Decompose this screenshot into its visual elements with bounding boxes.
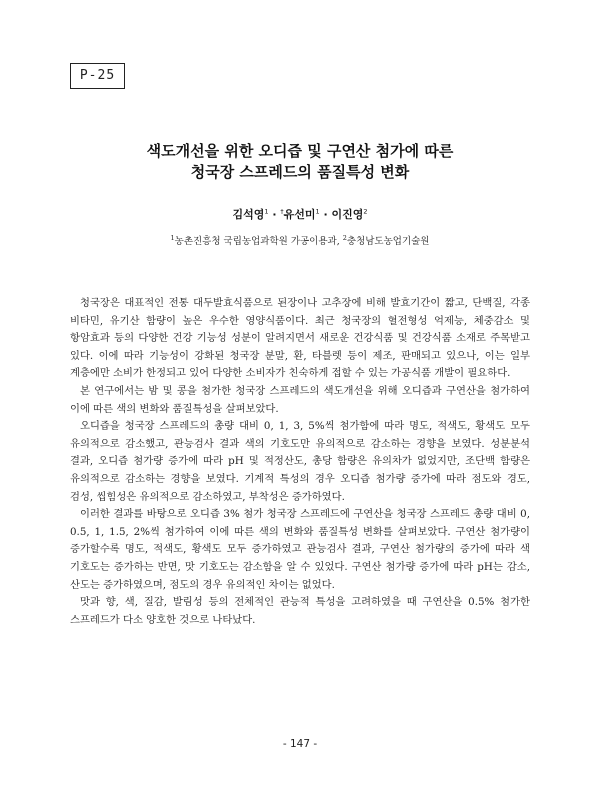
abstract-paragraph-5: 맛과 향, 색, 질감, 발림성 등의 전체적인 관능적 특성을 고려하였을 때 구연산을 0.5% 첨가한 스프레드가 다소 양호한 것으로 나타났다. [70, 596, 530, 626]
paper-title-line-1: 색도개선을 위한 오디즙 및 구연산 첨가에 따른 [146, 142, 454, 160]
corresponding-author-mark: † [280, 207, 284, 216]
abstract-paragraph-1: 청국장은 대표적인 전통 대두발효식품으로 된장이나 고추장에 비해 발효기간이 짧고, 단백질, 각종 비타민, 유기산 함량이 높은 우수한 영양식품이다. 최근 청국장의 혈전형성 억제능, 체중감소 및 항암효과 등의 다양한 건강 기능성 성분이 알려지면서 새로운 건강식품 및 건강식품 소재로 주목받고 있다. 이에 따라 기능성이 강화된 청국장 분말, 환, 타블렛 등이 제조, 판매되고 있으나, 이는 일부 계층에만 소비가 한정되고 있어 다양한 소비자가 친숙하게 접할 수 있는 가공식품 개발이 필요하다. [70, 297, 530, 380]
author-list [60, 206, 540, 222]
affiliation-mark: 2 [342, 233, 347, 242]
affiliation-2: 충청남도농업기술원 [346, 236, 430, 247]
author-separator: · [268, 208, 281, 221]
affiliation-mark: 1 [170, 233, 175, 242]
author-separator: · [319, 208, 332, 221]
affiliations [60, 233, 540, 247]
poster-code-badge: P-25 [70, 63, 125, 89]
abstract-paragraph-2: 본 연구에서는 밤 및 콩을 첨가한 청국장 스프레드의 색도개선을 위해 오디즙과 구연산을 첨가하여 이에 따른 색의 변화와 품질특성을 살펴보았다. [70, 384, 530, 415]
author-3 [331, 208, 367, 221]
page-number: - 147 - [282, 738, 318, 750]
author-affiliation-mark: 1 [315, 207, 320, 216]
author-1 [232, 208, 268, 221]
abstract-paragraph-3: 오디즙을 청국장 스프레드의 총량 대비 0, 1, 3, 5%씩 첨가함에 따라 명도, 적색도, 황색도 모두 유의적으로 감소했고, 관능검사 결과 색의 기호도만 유의적으로 감소하는 경향을 보였다. 성분분석 결과, 오디즙 첨가량 증가에 따라 pH 및 적정산도, 총당 함량은 유의차가 없었지만, 조단백 함량은 유의적으로 감소하는 경향을 보였다. 기계적 특성의 경우 오디즙 첨가량 증가에 따라 점도와 경도, 검성, 씹힘성은 유의적으로 감소하였고, 부착성은 증가하였다. [70, 420, 530, 503]
author-2 [280, 208, 319, 221]
author-affiliation-mark: 2 [363, 207, 368, 216]
affiliation-1: 농촌진흥청 국립농업과학원 가공이용과, [174, 236, 343, 247]
abstract-body [70, 295, 530, 629]
author-affiliation-mark: 1 [264, 207, 269, 216]
abstract-paragraph-4: 이러한 결과를 바탕으로 오디즙 3% 첨가 청국장 스프레드에 구연산을 청국장 스프레드 총량 대비 0, 0.5, 1, 1.5, 2%씩 첨가하여 이에 따른 색의 변화와 품질특성 변화를 살펴보았다. 구연산 첨가량이 증가할수록 명도, 적색도, 황색도 모두 증가하였고 관능검사 결과, 구연산 첨가량의 증가에 따라 색 기호도는 증가하는 반면, 맛 기호도는 감소함을 알 수 있었다. 구연산 첨가량 증가에 따라 pH는 감소, 산도는 증가하였으며, 점도의 경우 유의적인 차이는 없었다. [70, 508, 530, 591]
author-name: 이진영 [331, 208, 364, 221]
author-name: 유선미 [283, 208, 316, 221]
paper-title-line-2: 청국장 스프레드의 품질특성 변화 [190, 163, 410, 181]
author-name: 김석영 [232, 208, 265, 221]
